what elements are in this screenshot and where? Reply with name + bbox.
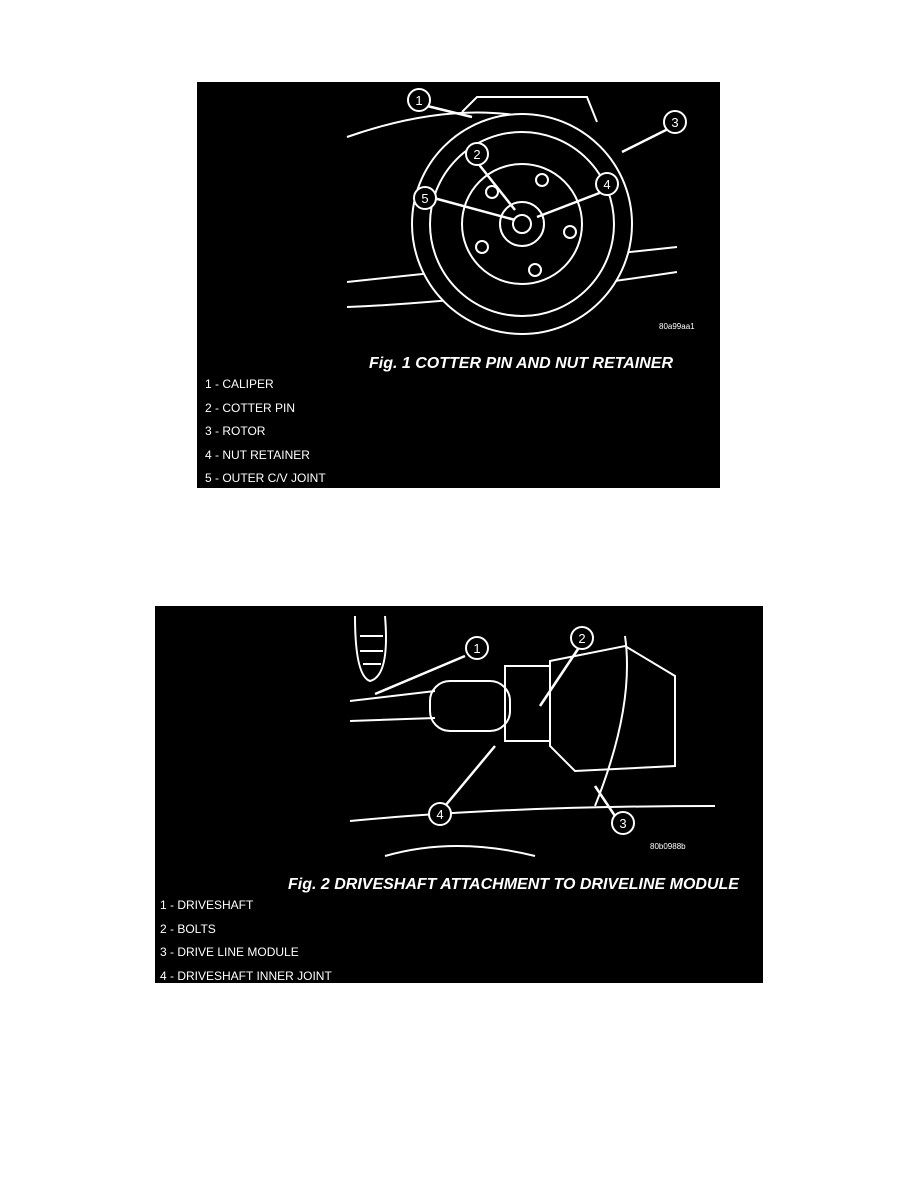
callout-3: 3 — [671, 115, 679, 130]
callout-2: 2 — [578, 631, 586, 646]
figure-caption: Fig. 2 DRIVESHAFT ATTACHMENT TO DRIVELINE MODULE — [288, 876, 739, 893]
figure-2 — [155, 606, 763, 983]
figure-code: 80a99aa1 — [659, 322, 695, 331]
legend-item: 1 - CALIPER — [205, 377, 274, 391]
figure-1 — [197, 82, 720, 488]
figure-code: 80b0988b — [650, 842, 686, 851]
callout-2: 2 — [473, 147, 481, 162]
callout-3: 3 — [619, 816, 627, 831]
legend — [160, 894, 332, 983]
legend-item: 3 - ROTOR — [205, 424, 266, 438]
legend — [205, 373, 326, 488]
callout-4: 4 — [436, 807, 444, 822]
legend-item: 4 - NUT RETAINER — [205, 447, 310, 462]
legend-item: 5 - OUTER C/V JOINT — [205, 471, 326, 485]
legend-item: 2 - BOLTS — [160, 921, 216, 936]
callout-5: 5 — [421, 191, 429, 206]
figure-caption: Fig. 1 COTTER PIN AND NUT RETAINER — [369, 355, 673, 372]
callout-1: 1 — [415, 93, 423, 108]
legend-item: 2 - COTTER PIN — [205, 400, 296, 415]
legend-item: 3 - DRIVE LINE MODULE — [160, 945, 299, 959]
callout-1: 1 — [473, 641, 481, 656]
legend-item: 4 - DRIVESHAFT INNER JOINT — [160, 968, 332, 983]
legend-item: 1 - DRIVESHAFT — [160, 898, 254, 912]
callout-4: 4 — [603, 177, 611, 192]
